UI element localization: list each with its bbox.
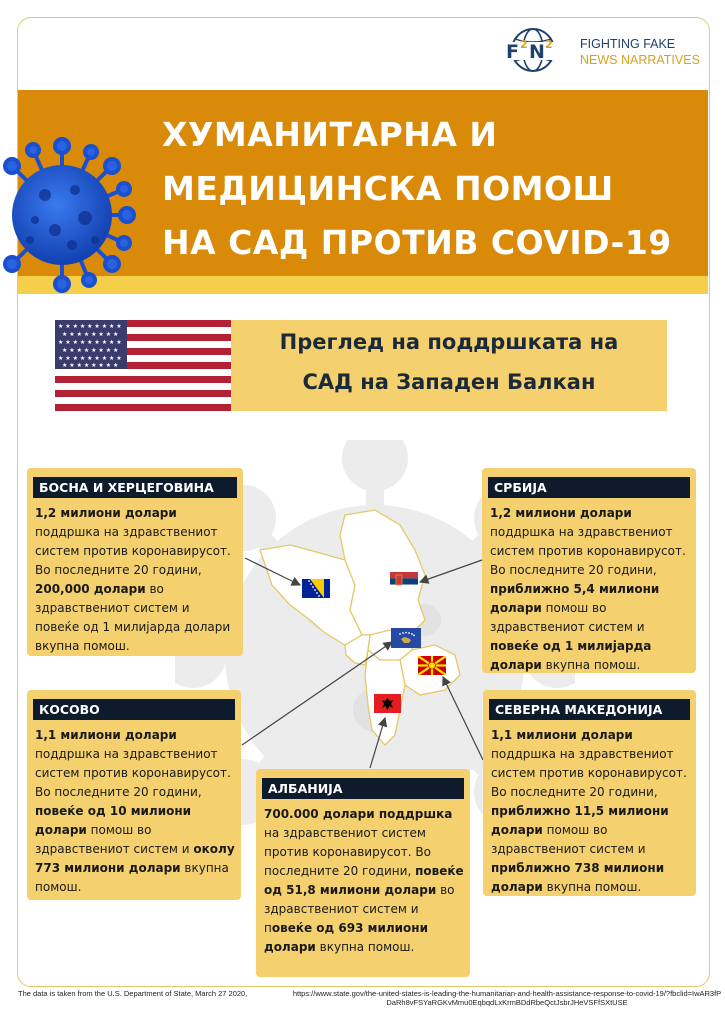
card-header: СЕВЕРНА МАКЕДОНИЈА bbox=[489, 699, 690, 720]
highlight: приближно 11,5 милиони долари bbox=[491, 804, 669, 837]
svg-text:★ ★ ★ ★ ★ ★ ★ ★ ★: ★ ★ ★ ★ ★ ★ ★ ★ ★ bbox=[58, 323, 122, 330]
highlight: 1,2 милиони долари bbox=[490, 506, 632, 520]
svg-text:★ ★ ★ ★ ★ ★ ★ ★ ★: ★ ★ ★ ★ ★ ★ ★ ★ ★ bbox=[58, 339, 122, 346]
card-bih bbox=[27, 468, 243, 656]
highlight: приближно 738 милиони долари bbox=[491, 861, 665, 894]
svg-text:2: 2 bbox=[520, 38, 528, 51]
highlight: 1,1 милиони долари bbox=[35, 728, 177, 742]
card-body bbox=[491, 726, 690, 897]
footer-source: The data is taken from the U.S. Department of State, March 27 2020, bbox=[18, 989, 248, 998]
svg-text:★ ★ ★ ★ ★ ★ ★ ★: ★ ★ ★ ★ ★ ★ ★ ★ bbox=[62, 362, 119, 369]
logo-text bbox=[580, 36, 700, 68]
svg-text:★ ★ ★ ★ ★ ★ ★ ★ ★: ★ ★ ★ ★ ★ ★ ★ ★ ★ bbox=[58, 355, 122, 362]
card-header: СРБИЈА bbox=[488, 477, 690, 498]
text: помош во здравствениот систем и bbox=[490, 601, 645, 634]
text: поддршка на здравствениот систем против коронавирусот. Во последните 20 години, bbox=[490, 525, 686, 577]
text: помош во здравствениот систем и bbox=[35, 823, 194, 856]
balkan-map bbox=[250, 505, 485, 750]
highlight: 200,000 долари bbox=[35, 582, 146, 596]
text: поддршка на здравствениот систем против коронавирусот. Во последните 20 години, bbox=[491, 747, 687, 799]
card-body bbox=[264, 805, 464, 957]
card-body bbox=[35, 726, 235, 897]
highlight: околу 773 милиони долари bbox=[35, 842, 235, 875]
highlight: 700.000 долари поддршка bbox=[264, 807, 453, 821]
svg-text:F: F bbox=[506, 41, 519, 63]
card-body bbox=[35, 504, 237, 656]
text: во здравствениот систем и п bbox=[264, 883, 455, 935]
card-albania bbox=[256, 769, 470, 977]
card-kosovo bbox=[27, 690, 241, 900]
highlight: повеќе од 1 милијарда долари bbox=[490, 639, 652, 672]
logo-line2: NEWS NARRATIVES bbox=[580, 53, 700, 67]
svg-text:★ ★ ★ ★ ★ ★ ★ ★: ★ ★ ★ ★ ★ ★ ★ ★ bbox=[62, 331, 119, 338]
card-header: БОСНА И ХЕРЦЕГОВИНА bbox=[33, 477, 237, 498]
highlight: 1,1 милиони долари bbox=[491, 728, 633, 742]
text: во здравствениот систем и повеќе од 1 милијарда долари вкупна помош. bbox=[35, 582, 231, 653]
us-flag bbox=[55, 320, 231, 411]
text: вкупна помош. bbox=[35, 861, 229, 894]
bih-flag bbox=[302, 579, 330, 598]
highlight: повеќе од 51,8 милиони долари bbox=[264, 864, 464, 897]
highlight: 1,2 милиони долари bbox=[35, 506, 177, 520]
text: помош во здравствениот систем и bbox=[491, 823, 646, 856]
subtitle-line2: САД на Западен Балкан bbox=[302, 370, 596, 394]
title-line3: НА САД ПРОТИВ COVID-19 bbox=[162, 223, 672, 262]
footer-url[interactable]: https://www.state.gov/the-united-states-is-leading-the-humanitarian-and-health-assistance-response-to-covid-19/?fbclid=IwAR3fPDaRh8vFSYaRGKvMmu0EqbqdLxKrmBDdRbeQctJsbrJHeVSFfSXtUSE bbox=[292, 989, 722, 1007]
subtitle-line1: Преглед на поддршката на bbox=[279, 330, 619, 354]
card-macedonia bbox=[483, 690, 696, 896]
text: поддршка на здравствениот систем против коронавирусот. Во последните 20 години, bbox=[35, 747, 231, 799]
title-line1: ХУМАНИТАРНА И bbox=[162, 115, 498, 154]
page-title bbox=[162, 108, 672, 270]
macedonia-flag bbox=[418, 656, 446, 675]
title-line2: МЕДИЦИНСКА ПОМОШ bbox=[162, 169, 614, 208]
text: на здравствениот систем против коронавирусот. Во последните 20 години, bbox=[264, 826, 431, 878]
svg-text:2: 2 bbox=[545, 38, 553, 51]
svg-text:N: N bbox=[529, 41, 545, 63]
highlight: овеќе од 693 милиони долари bbox=[264, 921, 428, 954]
text: вкупна помош. bbox=[315, 940, 415, 954]
kosovo-flag bbox=[391, 628, 421, 648]
card-body bbox=[490, 504, 690, 675]
serbia-flag bbox=[390, 572, 418, 591]
text: поддршка на здравствениот систем против коронавирусот. Во последните 20 години, bbox=[35, 525, 231, 577]
highlight: приближно 5,4 милиони долари bbox=[490, 582, 660, 615]
text: вкупна помош. bbox=[542, 880, 642, 894]
highlight: повеќе од 10 милиони долари bbox=[35, 804, 192, 837]
subtitle bbox=[231, 322, 667, 402]
albania-flag bbox=[374, 694, 401, 713]
card-header: АЛБАНИЈА bbox=[262, 778, 464, 799]
text: вкупна помош. bbox=[541, 658, 641, 672]
card-header: КОСОВО bbox=[33, 699, 235, 720]
card-serbia bbox=[482, 468, 696, 673]
svg-text:★ ★ ★ ★ ★ ★ ★ ★: ★ ★ ★ ★ ★ ★ ★ ★ bbox=[62, 347, 119, 354]
logo-line1: FIGHTING FAKE bbox=[580, 37, 676, 51]
virus-icon bbox=[0, 130, 150, 300]
